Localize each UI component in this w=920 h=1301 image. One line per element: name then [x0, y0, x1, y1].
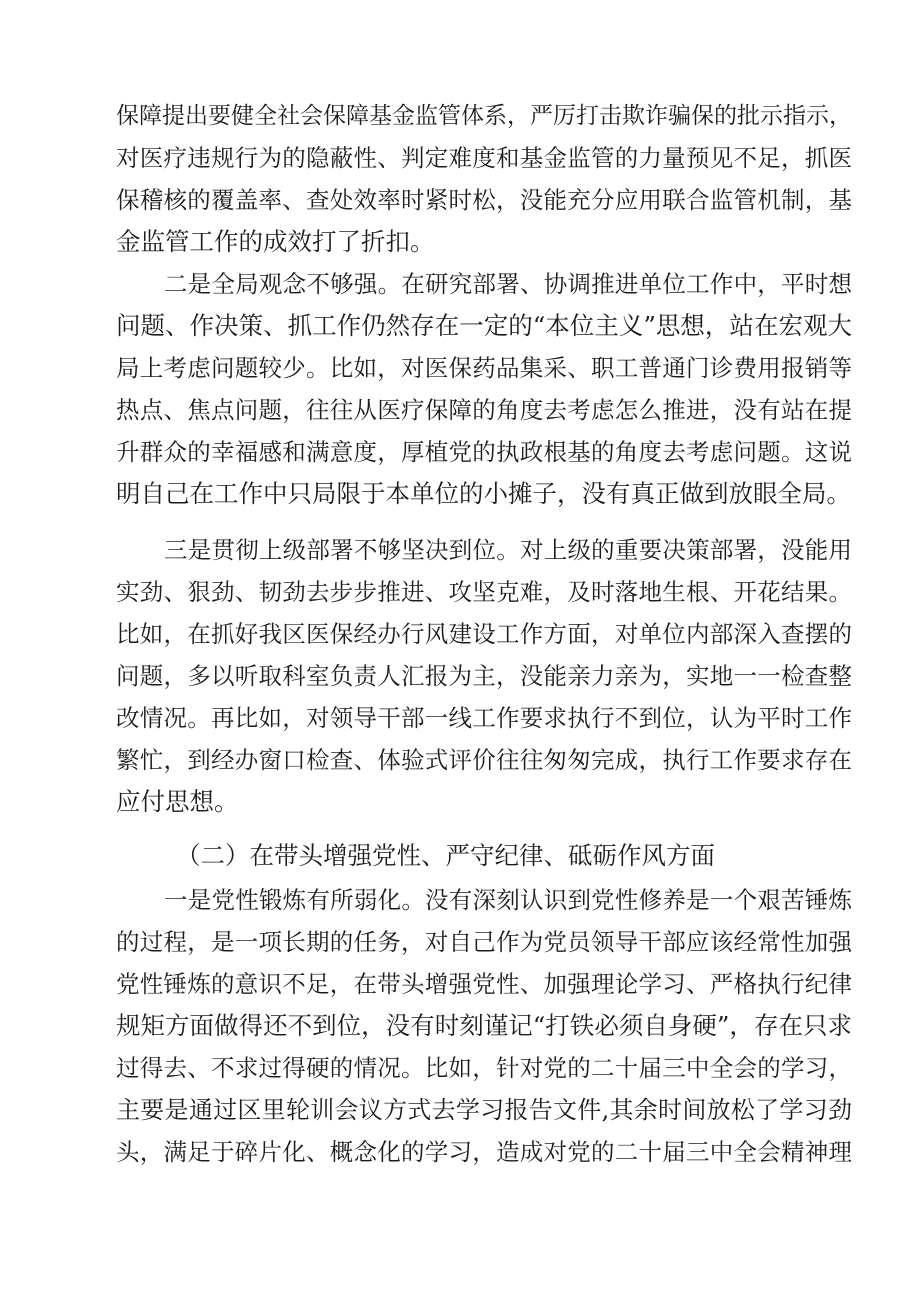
text-line: 繁忙，到经办窗口检查、体验式评价往往匆匆完成，执行工作要求存在 — [116, 746, 852, 774]
text-line: 过得去、不求过得硬的情况。比如，针对党的二十届三中全会的学习， — [116, 1054, 852, 1082]
text-line: 规矩方面做得还不到位，没有时刻谨记“打铁必须自身硬”，存在只求 — [116, 1011, 852, 1040]
text-line: 对医疗违规行为的隐蔽性、判定难度和基金监管的力量预见不足，抓医 — [116, 144, 852, 172]
text-line: 头，满足于碎片化、概念化的学习，造成对党的二十届三中全会精神理 — [116, 1138, 852, 1166]
text-line: 明自己在工作中只局限于本单位的小摊子，没有真正做到放眼全局。 — [116, 479, 851, 508]
text-line: 升群众的幸福感和满意度，厚植党的执政根基的角度去考虑问题。这说 — [116, 438, 852, 466]
paragraph-first-line: 三是贯彻上级部署不够坚决到位。对上级的重要决策部署，没能用 — [164, 536, 852, 564]
text-line: 局上考虑问题较少。比如，对医保药品集采、职工普通门诊费用报销等 — [116, 354, 852, 382]
text-line: 问题，多以听取科室负责人汇报为主，没能亲力亲为，实地一一检查整 — [116, 662, 852, 690]
text-line: 比如，在抓好我区医保经办行风建设工作方面，对单位内部深入查摆的 — [116, 620, 852, 648]
text-line: 金监管工作的成效打了折扣。 — [116, 227, 435, 256]
text-line: 实劲、狠劲、韧劲去步步推进、攻坚克难，及时落地生根、开花结果。 — [116, 578, 852, 606]
text-line: 保障提出要健全社会保障基金监管体系，严厉打击欺诈骗保的批示指示， — [116, 103, 852, 129]
text-line: 主要是通过区里轮训会议方式去学习报告文件,其余时间放松了学习劲 — [116, 1096, 852, 1124]
text-line: 热点、焦点问题，往往从医疗保障的角度去考虑怎么推进，没有站在提 — [116, 396, 852, 424]
paragraph-first-line: 一是党性锻炼有所弱化。没有深刻认识到党性修养是一个艰苦锤炼 — [164, 886, 852, 914]
text-line: 党性锤炼的意识不足，在带头增强党性、加强理论学习、严格执行纪律 — [116, 970, 852, 998]
text-line: 改情况。再比如，对领导干部一线工作要求执行不到位，认为平时工作 — [116, 704, 852, 732]
text-line: 应付思想。 — [116, 787, 239, 816]
text-line: 保稽核的覆盖率、查处效率时紧时松，没能充分应用联合监管机制，基 — [116, 186, 852, 214]
text-line: 问题、作决策、抓工作仍然存在一定的“本位主义”思想，站在宏观大 — [116, 311, 852, 340]
section-heading: （二）在带头增强党性、严守纪律、砥砺作风方面 — [176, 841, 715, 870]
text-line: 的过程，是一项长期的任务，对自己作为党员领导干部应该经常性加强 — [116, 928, 852, 956]
paragraph-first-line: 二是全局观念不够强。在研究部署、协调推进单位工作中，平时想 — [164, 270, 852, 298]
